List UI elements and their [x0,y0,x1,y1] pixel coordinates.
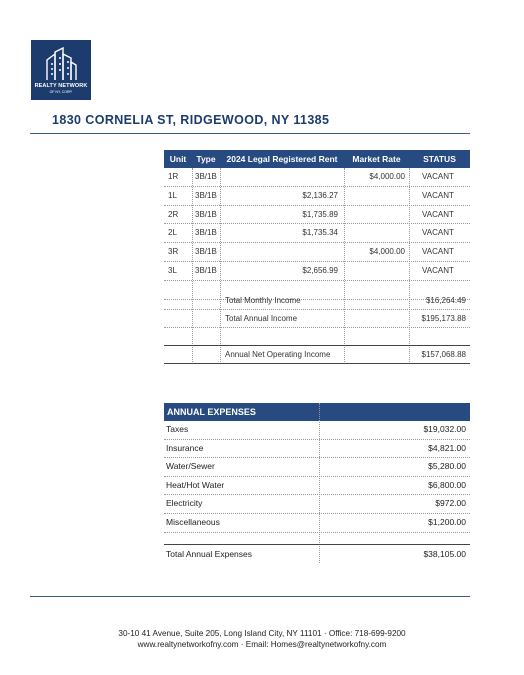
cell-legal-rent: $1,735.34 [302,228,338,238]
cell-legal-rent: $2,656.99 [302,265,338,275]
header-unit: Unit [169,154,187,164]
cell-status: VACANT [422,228,454,238]
total-expenses-row [164,544,470,563]
expense-value: $19,032.00 [423,424,466,434]
header-legal-rent: 2024 Legal Registered Rent [226,154,338,164]
table-row [164,514,470,533]
cell-unit: 2R [168,209,179,219]
table-row [164,187,470,206]
expenses-title: ANNUAL EXPENSES [167,407,256,417]
cell-unit: 1R [168,172,179,181]
cell-status: VACANT [422,247,454,257]
expense-value: $6,800.00 [428,479,466,490]
table-row [164,224,470,243]
cell-type: 3B/1B [195,265,217,275]
total-annual-income-value: $195,173.88 [421,314,466,323]
spacer-row [164,328,470,346]
title-divider [30,133,470,134]
total-expenses-value: $38,105.00 [423,549,466,559]
cell-legal-rent: $2,136.27 [302,190,338,200]
table-row [164,243,470,262]
expenses-header [164,403,470,421]
footer-contact: www.realtynetworkofny.com · Email: Homes@realtynetworkofny.com [137,640,387,649]
table-row [164,495,470,514]
expense-label: Insurance [166,442,204,453]
rent-table-header [164,150,470,168]
cell-unit: 2L [168,228,177,238]
table-row [164,440,470,459]
cell-unit: 3L [168,265,177,275]
company-logo [31,40,91,100]
expense-value: $4,821.00 [428,442,466,453]
expense-label: Water/Sewer [166,461,215,472]
net-operating-income-label: Annual Net Operating Income [225,350,331,359]
expense-value: $5,280.00 [428,461,466,472]
logo-subname: OF NY, CORP. [49,90,73,94]
header-market-rate: Market Rate [352,154,401,164]
expense-label: Miscellaneous [166,516,220,527]
expense-label: Taxes [166,424,189,434]
total-monthly-income-label: Total Monthly Income [225,296,301,305]
cell-type: 3B/1B [195,247,217,257]
cell-legal-rent: $1,735.89 [302,209,338,219]
cell-status: VACANT [422,190,454,200]
building-logo-icon [43,46,79,82]
rent-table-body [164,168,470,300]
total-annual-income-row [164,310,470,328]
table-row [164,421,470,440]
property-address-title: 1830 CORNELIA ST, RIDGEWOOD, NY 11385 [52,113,330,127]
cell-type: 3B/1B [195,228,217,238]
total-monthly-income-row [164,292,470,310]
cell-type: 3B/1B [195,209,217,219]
total-annual-income-label: Total Annual Income [225,314,298,323]
cell-type: 3B/1B [195,172,217,181]
cell-status: VACANT [422,265,454,275]
table-row [164,477,470,496]
cell-unit: 1L [168,190,177,200]
footer-divider [30,596,470,597]
cell-market-rate: $4,000.00 [369,172,405,181]
expense-value: $972.00 [435,498,466,509]
logo-name: REALTY NETWORK [34,83,88,89]
table-row [164,458,470,477]
table-row [164,206,470,225]
table-row [164,262,470,281]
header-status: STATUS [423,154,456,164]
table-row [164,168,470,187]
total-expenses-label: Total Annual Expenses [166,549,253,559]
expenses-table-body [164,421,470,533]
income-summary [164,292,470,364]
total-monthly-income-value: $16,264.49 [425,296,466,305]
cell-status: VACANT [422,172,454,181]
header-type: Type [196,154,216,164]
cell-status: VACANT [422,209,454,219]
expense-label: Heat/Hot Water [166,479,225,490]
net-operating-income-value: $157,068.88 [421,350,466,359]
cell-market-rate: $4,000.00 [369,247,405,257]
expense-label: Electricity [166,498,203,509]
net-operating-income-row [164,346,470,364]
cell-unit: 3R [168,247,179,257]
cell-type: 3B/1B [195,190,217,200]
footer-address: 30-10 41 Avenue, Suite 205, Long Island City, NY 11101 · Office: 718-699-9200 [118,629,406,638]
expense-value: $1,200.00 [428,516,466,527]
